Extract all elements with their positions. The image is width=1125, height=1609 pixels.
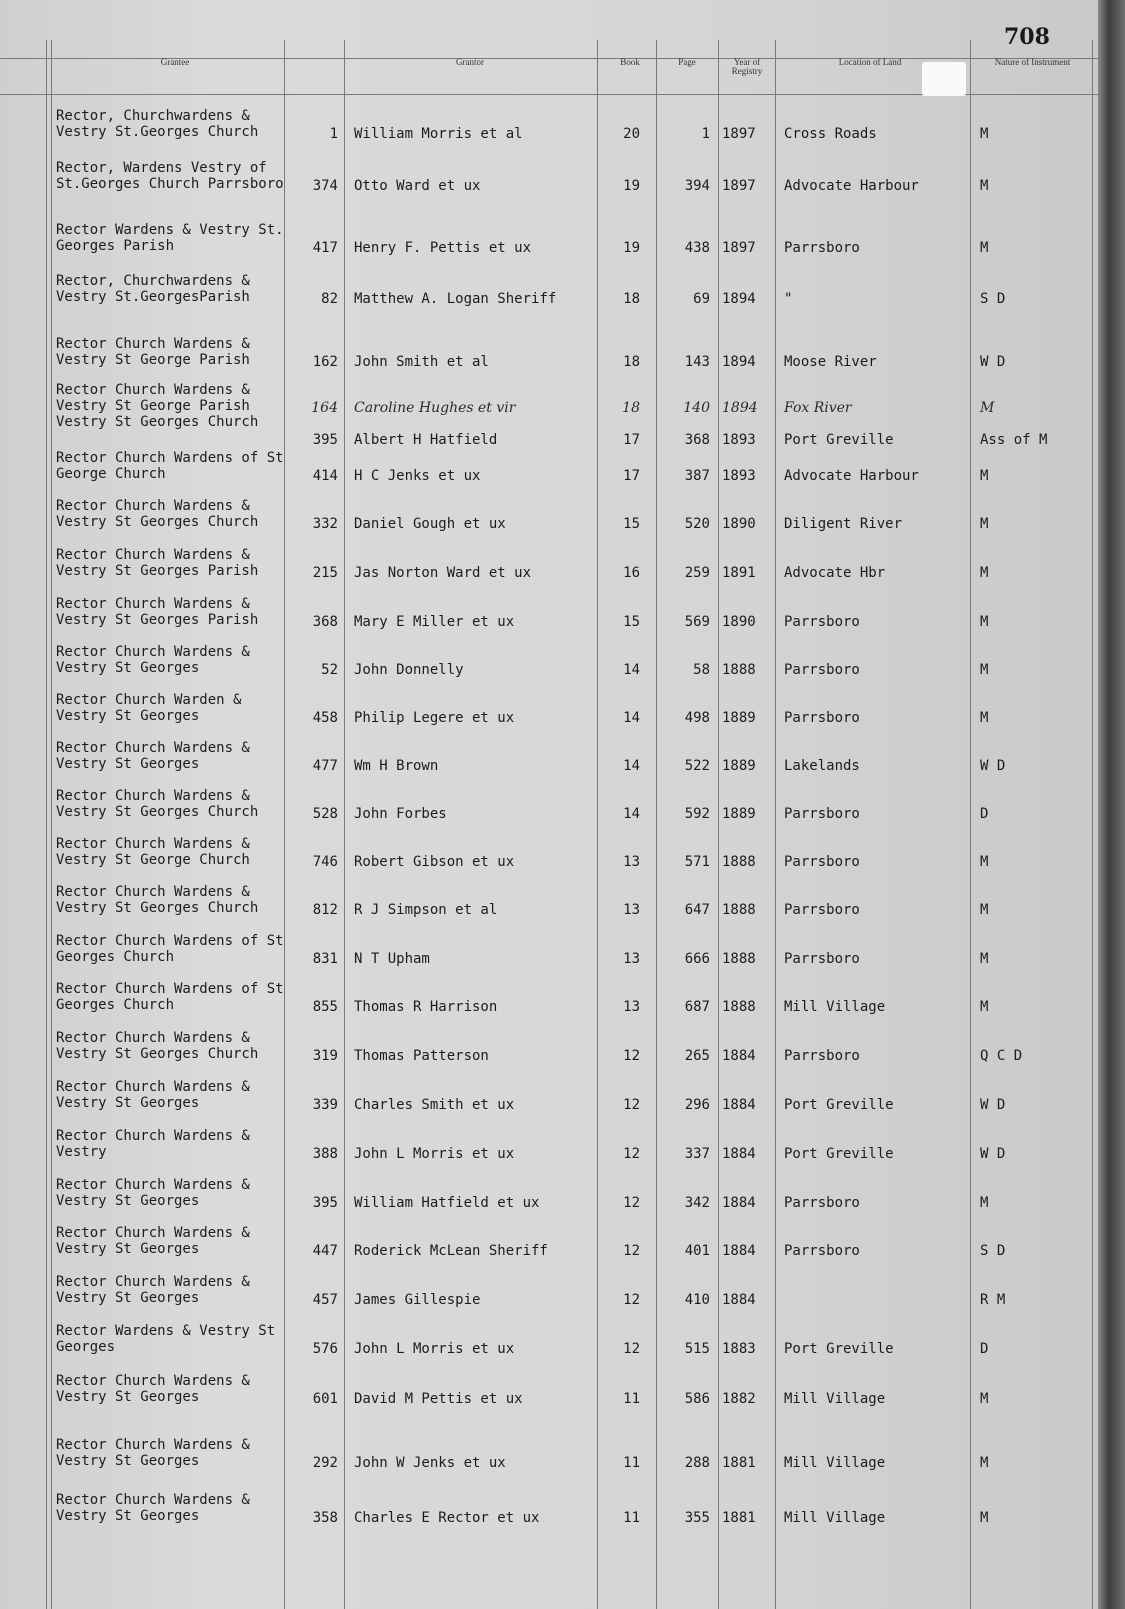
book-cell: 13 [623, 902, 640, 918]
grantor-cell: Daniel Gough et ux [354, 516, 506, 532]
column-rule [597, 40, 598, 1609]
book-cell: 18 [623, 291, 640, 307]
year-cell: 1888 [722, 902, 756, 918]
year-cell: 1894 [722, 354, 756, 370]
year-cell: 1883 [722, 1341, 756, 1357]
nature-cell: Ass of M [980, 432, 1048, 448]
nature-cell: D [980, 806, 989, 822]
book-cell: 17 [623, 468, 640, 484]
grantor-cell: Thomas Patterson [354, 1048, 489, 1064]
page-cell: 288 [684, 1455, 710, 1471]
location-cell: Parrsboro [784, 1243, 860, 1259]
grantor-cell: Albert H Hatfield [354, 432, 498, 448]
nature-cell: M [980, 178, 989, 194]
nature-cell: D [980, 1341, 989, 1357]
column-rule [775, 40, 776, 1609]
no-cell: 414 [312, 468, 338, 484]
page-cell: 569 [684, 614, 710, 630]
nature-cell: M [980, 662, 989, 678]
nature-cell: M [980, 854, 989, 870]
nature-cell: S D [980, 1243, 1006, 1259]
no-cell: 52 [321, 662, 338, 678]
grantor-cell: James Gillespie [354, 1292, 481, 1308]
book-cell: 11 [623, 1391, 640, 1407]
no-cell: 812 [312, 902, 338, 918]
grantor-cell: N T Upham [354, 951, 430, 967]
page-cell: 355 [684, 1510, 710, 1526]
nature-cell: M [980, 1391, 989, 1407]
grantor-cell: John Forbes [354, 806, 447, 822]
nature-cell: M [980, 516, 989, 532]
book-cell: 19 [623, 240, 640, 256]
book-cell: 12 [623, 1146, 640, 1162]
page-cell: 410 [684, 1292, 710, 1308]
grantee-cell: Rector, Churchwardens & Vestry St.GeorgesParish [56, 273, 250, 305]
grantor-cell: William Morris et al [354, 126, 523, 142]
nature-cell: M [980, 240, 989, 256]
year-cell: 1882 [722, 1391, 756, 1407]
book-cell: 12 [623, 1341, 640, 1357]
margin-rule-2 [51, 40, 52, 1609]
book-cell: 14 [623, 806, 640, 822]
year-cell: 1888 [722, 662, 756, 678]
no-cell: 417 [312, 240, 338, 256]
grantee-cell: Rector Church Wardens & Vestry St Georges Church [56, 788, 259, 820]
location-cell: Parrsboro [784, 1048, 860, 1064]
page-cell: 571 [684, 854, 710, 870]
no-cell: 82 [321, 291, 338, 307]
grantee-cell: Rector Church Wardens & Vestry [56, 1128, 250, 1160]
nature-cell: M [980, 1455, 989, 1471]
grantee-cell: Rector Church Wardens & Vestry St Georges Parish [56, 547, 259, 579]
page-cell: 296 [684, 1097, 710, 1113]
no-cell: 368 [312, 614, 338, 630]
page-cell: 387 [684, 468, 710, 484]
book-cell: 18 [623, 354, 640, 370]
grantor-cell: John Smith et al [354, 354, 489, 370]
grantor-cell: John Donnelly [354, 662, 464, 678]
grantee-cell: Rector Church Wardens of St Georges Church [56, 981, 284, 1013]
grantee-cell: Rector Church Wardens & Vestry St Georges [56, 1225, 250, 1257]
nature-cell: W D [980, 1146, 1006, 1162]
page-cell: 1 [701, 126, 710, 142]
no-cell: 855 [312, 999, 338, 1015]
column-rule [656, 40, 657, 1609]
nature-cell: M [980, 614, 989, 630]
location-cell: Mill Village [784, 999, 886, 1015]
grantor-cell: Caroline Hughes et vir [354, 400, 516, 416]
location-cell: Port Greville [784, 432, 894, 448]
year-cell: 1890 [722, 614, 756, 630]
grantor-cell: Jas Norton Ward et ux [354, 565, 532, 581]
grantor-cell: John W Jenks et ux [354, 1455, 506, 1471]
location-cell: Port Greville [784, 1146, 894, 1162]
nature-cell: M [980, 710, 989, 726]
header-grantor: Grantor [456, 57, 484, 67]
nature-cell: M [980, 1195, 989, 1211]
page-cell: 143 [684, 354, 710, 370]
nature-cell: R M [980, 1292, 1006, 1308]
book-cell: 13 [623, 951, 640, 967]
grantee-cell: Rector Church Wardens & Vestry St Georges Church [56, 498, 259, 530]
no-cell: 374 [312, 178, 338, 194]
nature-cell: M [980, 1510, 989, 1526]
grantor-cell: Henry F. Pettis et ux [354, 240, 532, 256]
page-cell: 520 [684, 516, 710, 532]
nature-cell: W D [980, 354, 1006, 370]
grantor-cell: William Hatfield et ux [354, 1195, 540, 1211]
nature-cell: M [980, 126, 989, 142]
year-cell: 1893 [722, 468, 756, 484]
book-cell: 13 [623, 999, 640, 1015]
page-cell: 265 [684, 1048, 710, 1064]
no-cell: 1 [329, 126, 338, 142]
grantor-cell: Charles E Rector et ux [354, 1510, 540, 1526]
year-cell: 1894 [722, 291, 756, 307]
page-cell: 140 [683, 400, 710, 416]
year-cell: 1889 [722, 758, 756, 774]
page-cell: 498 [684, 710, 710, 726]
grantee-cell: Rector Church Wardens of St George Church [56, 450, 284, 482]
no-cell: 395 [312, 1195, 338, 1211]
no-cell: 215 [312, 565, 338, 581]
page-cell: 259 [684, 565, 710, 581]
book-binding [1098, 0, 1125, 1609]
location-cell: Lakelands [784, 758, 860, 774]
book-cell: 12 [623, 1048, 640, 1064]
book-cell: 14 [623, 710, 640, 726]
page-cell: 515 [684, 1341, 710, 1357]
margin-rule [46, 40, 47, 1609]
no-cell: 746 [312, 854, 338, 870]
location-cell: Mill Village [784, 1510, 886, 1526]
location-cell: Parrsboro [784, 806, 860, 822]
grantor-cell: Wm H Brown [354, 758, 439, 774]
location-cell: Mill Village [784, 1455, 886, 1471]
location-cell: Parrsboro [784, 710, 860, 726]
location-cell: Parrsboro [784, 240, 860, 256]
grantee-cell: Rector Church Wardens & Vestry St Georges [56, 1079, 250, 1111]
grantee-cell: Rector Church Wardens & Vestry St George Church [56, 836, 250, 868]
grantee-cell: Rector Wardens & Vestry St. Georges Parish [56, 222, 284, 254]
year-cell: 1884 [722, 1243, 756, 1259]
grantor-cell: Thomas R Harrison [354, 999, 498, 1015]
nature-cell: M [980, 565, 989, 581]
page-cell: 342 [684, 1195, 710, 1211]
book-cell: 11 [623, 1455, 640, 1471]
grantee-cell: Rector Church Wardens & Vestry St Georges Church [56, 884, 259, 916]
page-cell: 666 [684, 951, 710, 967]
grantee-cell: Vestry St Georges Church [56, 414, 259, 430]
no-cell: 319 [312, 1048, 338, 1064]
book-cell: 15 [623, 516, 640, 532]
nature-cell: M [980, 468, 989, 484]
book-cell: 12 [623, 1243, 640, 1259]
location-cell: Cross Roads [784, 126, 877, 142]
year-cell: 1888 [722, 999, 756, 1015]
grantee-cell: Rector Wardens & Vestry St Georges [56, 1323, 276, 1355]
grantor-cell: Roderick McLean Sheriff [354, 1243, 548, 1259]
no-cell: 388 [312, 1146, 338, 1162]
nature-cell: M [980, 999, 989, 1015]
page-cell: 647 [684, 902, 710, 918]
page-cell: 69 [693, 291, 710, 307]
header-year: Year of Registry [731, 57, 763, 76]
year-cell: 1897 [722, 240, 756, 256]
redaction-patch [922, 62, 966, 96]
column-rule [344, 40, 345, 1609]
book-cell: 16 [623, 565, 640, 581]
page-cell: 394 [684, 178, 710, 194]
no-cell: 477 [312, 758, 338, 774]
page-number: 708 [1004, 24, 1050, 50]
grantee-cell: Rector, Churchwardens & Vestry St.Georges Church [56, 108, 259, 140]
location-cell: Parrsboro [784, 902, 860, 918]
no-cell: 164 [311, 400, 338, 416]
location-cell: Advocate Harbour [784, 178, 919, 194]
grantee-cell: Rector Church Wardens & Vestry St George Parish [56, 336, 250, 368]
grantee-cell: Rector Church Wardens & Vestry St Georges Parish [56, 596, 259, 628]
book-cell: 17 [623, 432, 640, 448]
grantee-cell: Rector Church Wardens & Vestry St George Parish [56, 382, 250, 414]
grantor-cell: David M Pettis et ux [354, 1391, 523, 1407]
year-cell: 1894 [722, 400, 758, 416]
grantee-cell: Rector, Wardens Vestry of St.Georges Church Parrsboro [56, 160, 284, 192]
nature-cell: S D [980, 291, 1006, 307]
page-cell: 687 [684, 999, 710, 1015]
grantor-cell: H C Jenks et ux [354, 468, 481, 484]
no-cell: 458 [312, 710, 338, 726]
year-cell: 1884 [722, 1292, 756, 1308]
header-page: Page [678, 57, 696, 67]
grantor-cell: John L Morris et ux [354, 1341, 515, 1357]
grantor-cell: Matthew A. Logan Sheriff [354, 291, 557, 307]
nature-cell: Q C D [980, 1048, 1023, 1064]
page-cell: 58 [693, 662, 710, 678]
grantor-cell: Mary E Miller et ux [354, 614, 515, 630]
year-cell: 1891 [722, 565, 756, 581]
grantee-cell: Rector Church Wardens of St Georges Church [56, 933, 284, 965]
header-nature: Nature of Instrument [994, 57, 1071, 67]
nature-cell: W D [980, 758, 1006, 774]
nature-cell: W D [980, 1097, 1006, 1113]
column-rule [718, 40, 719, 1609]
no-cell: 292 [312, 1455, 338, 1471]
no-cell: 528 [312, 806, 338, 822]
header-book: Book [620, 57, 640, 67]
header-grantee: Grantee [160, 57, 190, 67]
year-cell: 1888 [722, 951, 756, 967]
location-cell: Moose River [784, 354, 877, 370]
book-cell: 14 [623, 758, 640, 774]
location-cell: Parrsboro [784, 1195, 860, 1211]
year-cell: 1893 [722, 432, 756, 448]
location-cell: Fox River [784, 400, 852, 416]
book-cell: 15 [623, 614, 640, 630]
location-cell: Advocate Harbour [784, 468, 919, 484]
grantee-cell: Rector Church Wardens & Vestry St Georges [56, 740, 250, 772]
no-cell: 162 [312, 354, 338, 370]
grantor-cell: John L Morris et ux [354, 1146, 515, 1162]
year-cell: 1889 [722, 710, 756, 726]
book-cell: 13 [623, 854, 640, 870]
no-cell: 447 [312, 1243, 338, 1259]
grantee-cell: Rector Church Wardens & Vestry St Georges [56, 1373, 250, 1405]
book-cell: 19 [623, 178, 640, 194]
page-cell: 401 [684, 1243, 710, 1259]
book-cell: 14 [623, 662, 640, 678]
no-cell: 576 [312, 1341, 338, 1357]
no-cell: 395 [312, 432, 338, 448]
book-cell: 12 [623, 1292, 640, 1308]
no-cell: 358 [312, 1510, 338, 1526]
nature-cell: M [980, 951, 989, 967]
year-cell: 1884 [722, 1048, 756, 1064]
location-cell: Port Greville [784, 1341, 894, 1357]
grantee-cell: Rector Church Wardens & Vestry St Georges [56, 1274, 250, 1306]
page-cell: 438 [684, 240, 710, 256]
page-cell: 522 [684, 758, 710, 774]
year-cell: 1884 [722, 1195, 756, 1211]
nature-cell: M [980, 902, 989, 918]
grantee-cell: Rector Church Wardens & Vestry St Georges [56, 1437, 250, 1469]
book-cell: 18 [622, 400, 640, 416]
page-cell: 368 [684, 432, 710, 448]
year-cell: 1881 [722, 1510, 756, 1526]
location-cell: Diligent River [784, 516, 903, 532]
column-rule [970, 40, 971, 1609]
year-cell: 1889 [722, 806, 756, 822]
grantee-cell: Rector Church Wardens & Vestry St Georges [56, 644, 250, 676]
grantor-cell: Otto Ward et ux [354, 178, 481, 194]
year-cell: 1881 [722, 1455, 756, 1471]
book-cell: 11 [623, 1510, 640, 1526]
location-cell: Parrsboro [784, 614, 860, 630]
grantor-cell: Charles Smith et ux [354, 1097, 515, 1113]
grantor-cell: R J Simpson et al [354, 902, 498, 918]
location-cell: Parrsboro [784, 854, 860, 870]
no-cell: 457 [312, 1292, 338, 1308]
year-cell: 1884 [722, 1146, 756, 1162]
no-cell: 339 [312, 1097, 338, 1113]
page-cell: 337 [684, 1146, 710, 1162]
grantee-cell: Rector Church Wardens & Vestry St Georges [56, 1177, 250, 1209]
year-cell: 1888 [722, 854, 756, 870]
column-rule [1092, 40, 1093, 1609]
location-cell: Mill Village [784, 1391, 886, 1407]
location-cell: Advocate Hbr [784, 565, 886, 581]
year-cell: 1890 [722, 516, 756, 532]
year-cell: 1897 [722, 178, 756, 194]
location-cell: Port Greville [784, 1097, 894, 1113]
grantor-cell: Philip Legere et ux [354, 710, 515, 726]
location-cell: Parrsboro [784, 951, 860, 967]
book-cell: 12 [623, 1195, 640, 1211]
nature-cell: M [980, 400, 995, 416]
grantee-cell: Rector Church Wardens & Vestry St Georges [56, 1492, 250, 1524]
no-cell: 831 [312, 951, 338, 967]
grantee-cell: Rector Church Wardens & Vestry St Georges Church [56, 1030, 259, 1062]
grantor-cell: Robert Gibson et ux [354, 854, 515, 870]
no-cell: 601 [312, 1391, 338, 1407]
page-cell: 592 [684, 806, 710, 822]
location-cell: " [784, 291, 793, 307]
grantee-cell: Rector Church Warden & Vestry St Georges [56, 692, 242, 724]
book-cell: 20 [623, 126, 640, 142]
header-location: Location of Land [838, 57, 902, 67]
year-cell: 1897 [722, 126, 756, 142]
location-cell: Parrsboro [784, 662, 860, 678]
book-cell: 12 [623, 1097, 640, 1113]
year-cell: 1884 [722, 1097, 756, 1113]
page-cell: 586 [684, 1391, 710, 1407]
no-cell: 332 [312, 516, 338, 532]
